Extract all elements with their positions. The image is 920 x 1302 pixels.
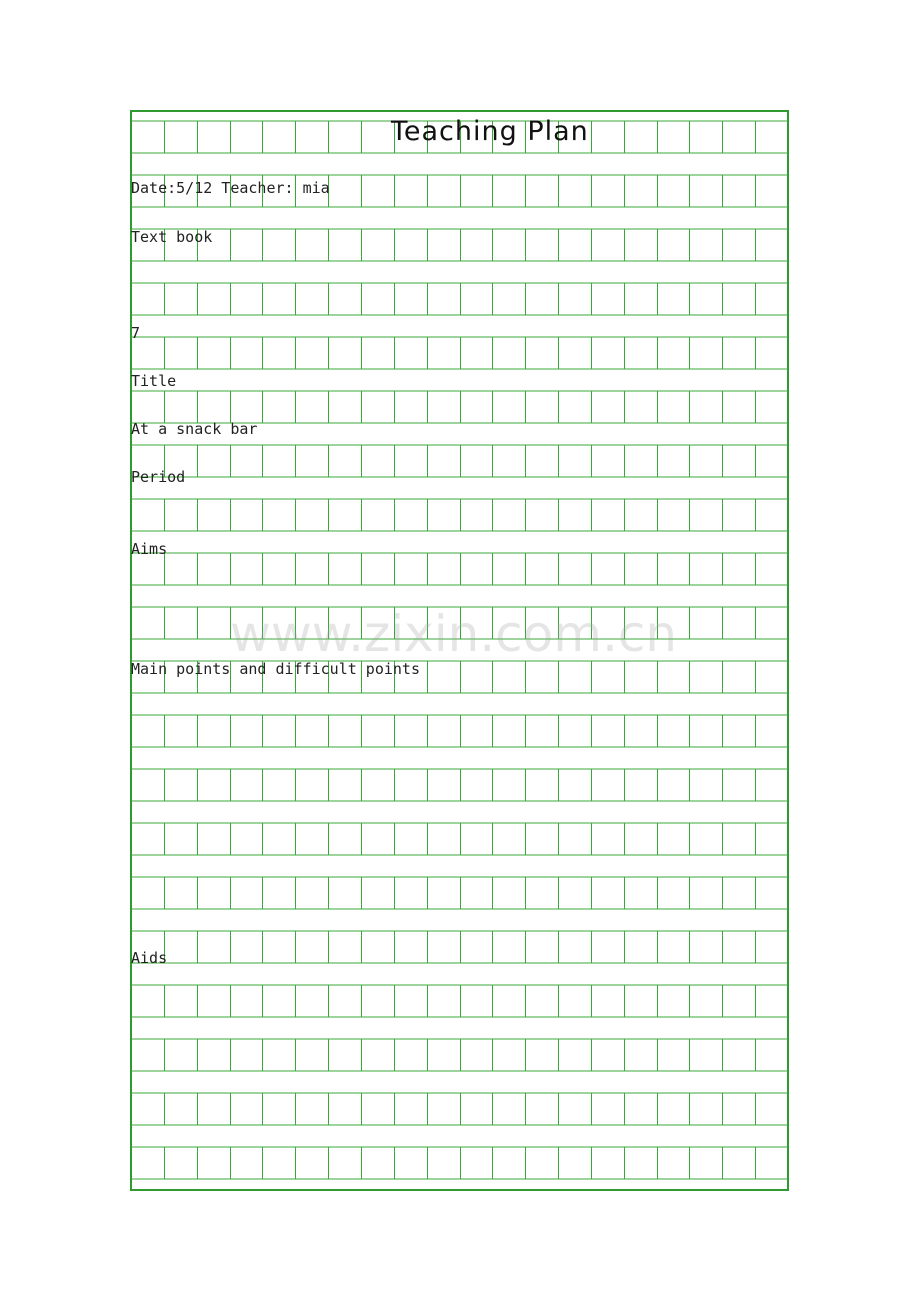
aims-label: Aims (131, 540, 168, 558)
title-label: Title (131, 372, 177, 390)
main-points-label: Main points and difficult points (131, 660, 420, 678)
period-label: Period (131, 468, 186, 486)
page-title: Teaching Plan (391, 116, 589, 147)
aids-label: Aids (131, 949, 168, 967)
date-teacher-line: Date:5/12 Teacher: mia (131, 179, 330, 197)
unit-number: 7 (131, 324, 141, 342)
textbook-label: Text book (131, 228, 213, 246)
lesson-title: At a snack bar (131, 420, 258, 438)
watermark: www.zixin.com.cn (230, 605, 678, 663)
